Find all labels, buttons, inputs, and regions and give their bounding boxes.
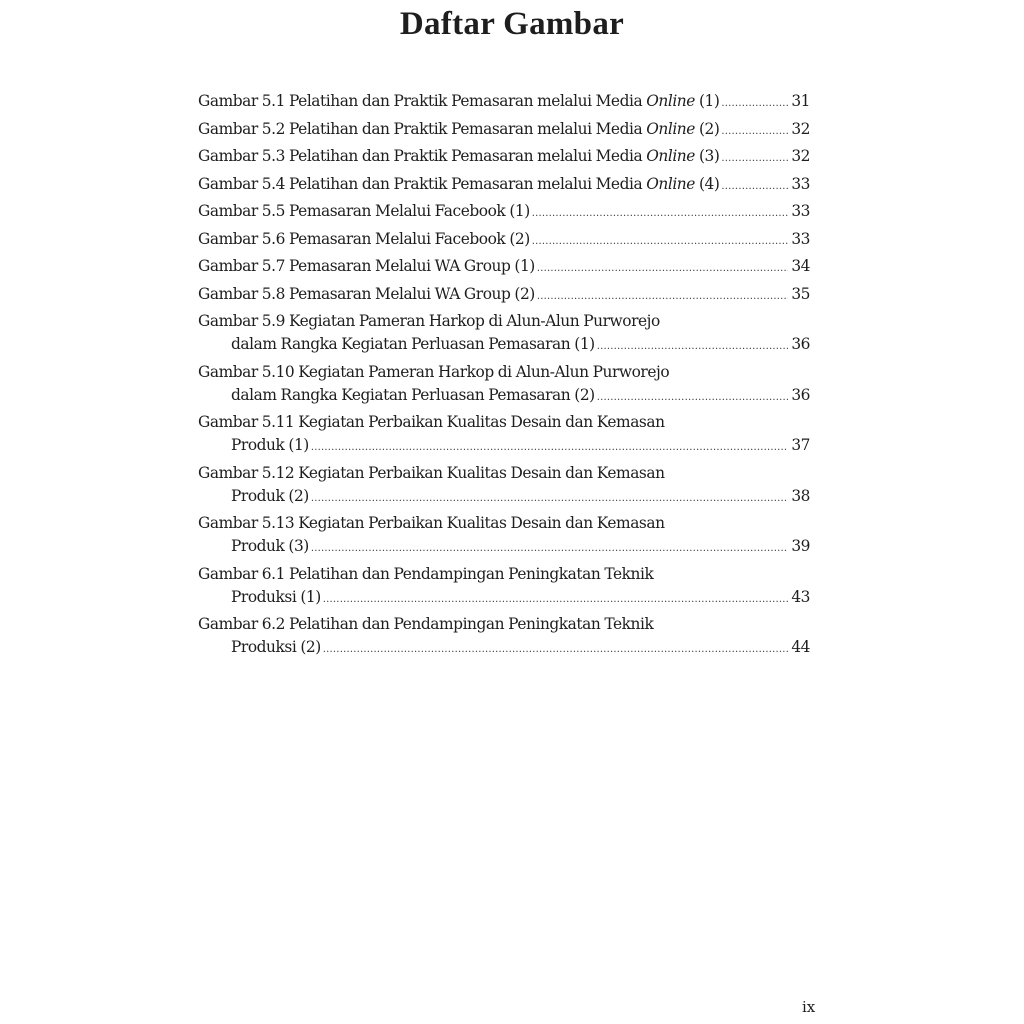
entry-title: Gambar 5.3 Pelatihan dan Praktik Pemasaran melalui Media Online (3) [198,147,720,165]
list-of-figures [198,90,810,664]
dot-leader [721,92,788,115]
toc-entry[interactable] [198,90,810,113]
toc-entry[interactable] [198,200,810,223]
entry-title-continued: Produk (2) [231,486,309,505]
entry-title: Gambar 5.13 Kegiatan Perbaikan Kualitas Desain dan Kemasan [198,514,665,532]
dot-leader [311,537,788,560]
entry-title: Gambar 5.8 Pemasaran Melalui WA Group (2) [198,284,535,303]
dot-leader [532,202,789,225]
dot-leader [597,386,789,409]
toc-entry[interactable] [198,255,810,278]
page-number: 43 [791,587,810,606]
toc-entry[interactable] [198,118,810,141]
entry-title: Gambar 5.12 Kegiatan Perbaikan Kualitas Desain dan Kemasan [198,463,665,482]
page-number: 36 [791,385,810,404]
entry-title-continued: Produksi (2) [231,638,321,656]
dot-leader [537,285,788,308]
entry-title: Gambar 6.1 Pelatihan dan Pendampingan Peningkatan Teknik [198,564,654,583]
page-number: 32 [791,147,810,165]
page-number: 37 [791,436,810,454]
dot-leader [537,257,788,280]
entry-title: Gambar 5.6 Pemasaran Melalui Facebook (2) [198,229,530,248]
page-number: 38 [791,486,810,505]
entry-title: Gambar 6.2 Pelatihan dan Pendampingan Peningkatan Teknik [198,615,654,633]
page-number: 32 [791,119,810,138]
page-number: 31 [791,92,810,110]
entry-title-continued: Produk (1) [231,436,309,454]
dot-leader [323,588,789,611]
toc-entry[interactable] [198,563,810,609]
page-number: 33 [791,174,810,193]
dot-leader [721,147,788,170]
page-number: 33 [791,229,810,248]
entry-title-continued: dalam Rangka Kegiatan Perluasan Pemasaran (1) [231,335,595,353]
dot-leader [323,638,789,661]
entry-title: Gambar 5.11 Kegiatan Perbaikan Kualitas Desain dan Kemasan [198,413,665,431]
dot-leader [311,436,788,459]
entry-title: Gambar 5.10 Kegiatan Pameran Harkop di Alun-Alun Purworejo [198,362,670,381]
page-number: 35 [791,284,810,303]
entry-title: Gambar 5.9 Kegiatan Pameran Harkop di Alun-Alun Purworejo [198,312,660,330]
dot-leader [597,335,789,358]
entry-title: Gambar 5.1 Pelatihan dan Praktik Pemasaran melalui Media Online (1) [198,92,720,110]
entry-title-continued: Produk (3) [231,537,309,555]
toc-entry[interactable] [198,462,810,508]
toc-entry[interactable] [198,411,810,457]
toc-entry[interactable] [198,173,810,196]
entry-title: Gambar 5.4 Pelatihan dan Praktik Pemasaran melalui Media Online (4) [198,174,720,193]
toc-entry[interactable] [198,228,810,251]
toc-entry[interactable] [198,310,810,356]
entry-title-continued: Produksi (1) [231,587,321,606]
toc-entry[interactable] [198,512,810,558]
dot-leader [311,487,788,510]
page-number: 36 [791,335,810,353]
toc-entry[interactable] [198,361,810,407]
entry-title: Gambar 5.7 Pemasaran Melalui WA Group (1) [198,257,535,275]
page-number: 44 [791,638,810,656]
page-number: 39 [791,537,810,555]
page-number: 33 [791,202,810,220]
entry-title-continued: dalam Rangka Kegiatan Perluasan Pemasaran (2) [231,385,595,404]
dot-leader [721,120,788,143]
page-number: 34 [791,257,810,275]
entry-title: Gambar 5.5 Pemasaran Melalui Facebook (1) [198,202,530,220]
page-title: Daftar Gambar [399,6,625,42]
dot-leader [532,230,789,253]
entry-title: Gambar 5.2 Pelatihan dan Praktik Pemasaran melalui Media Online (2) [198,119,720,138]
toc-entry[interactable] [198,283,810,306]
page-folio: ix [802,998,816,1016]
toc-entry[interactable] [198,145,810,168]
toc-entry[interactable] [198,613,810,659]
dot-leader [721,175,788,198]
